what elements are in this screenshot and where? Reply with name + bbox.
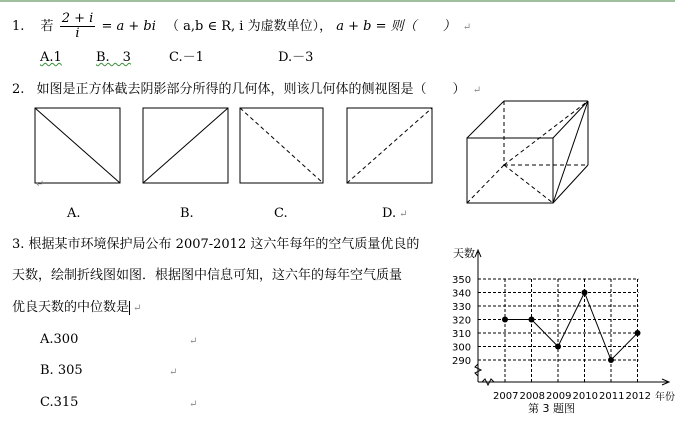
chart-series xyxy=(502,290,641,364)
q2-option-c-figure xyxy=(240,108,323,183)
paragraph-mark: ↵ xyxy=(189,336,198,347)
q2-option-b-figure xyxy=(143,108,228,183)
q3-line-chart xyxy=(440,240,675,422)
text-cursor xyxy=(129,301,130,315)
chart-y-tick-label: 290 xyxy=(452,356,472,367)
chart-y-tick-label: 310 xyxy=(452,329,472,340)
chart-caption: 第 3 题图 xyxy=(528,402,575,415)
q2-number: 2. xyxy=(12,82,25,97)
chart-x-tick-label: 2007 xyxy=(493,391,519,402)
q3-option-a: A.300 xyxy=(40,332,79,347)
q2-cube-figure xyxy=(467,101,588,203)
paragraph-mark: ↵ xyxy=(36,179,45,190)
chart-data-point xyxy=(555,344,561,350)
chart-data-point xyxy=(608,357,614,363)
chart-x-tick-label: 2009 xyxy=(546,391,572,402)
chart-x-axis-label: 年份 xyxy=(655,392,675,403)
q1-fraction-denominator: i xyxy=(75,26,80,41)
q1-option-a: A.1 xyxy=(40,50,62,65)
paragraph-mark: ↵ xyxy=(169,367,178,378)
paragraph-mark: ↵ xyxy=(462,22,472,33)
q1-prefix: 若 xyxy=(40,19,54,34)
chart-y-tick-label: 340 xyxy=(452,288,472,300)
chart-y-tick-label: 350 xyxy=(452,275,472,286)
q2-option-d-text: D. xyxy=(382,206,397,221)
paragraph-mark: ↵ xyxy=(189,399,198,410)
chart-x-tick-label: 2008 xyxy=(519,391,545,402)
q2-option-c-label: C. xyxy=(274,206,288,221)
chart-tick-labels xyxy=(452,275,651,402)
chart-x-tick-label: 2011 xyxy=(599,391,625,402)
chart-y-axis-label: 天数 xyxy=(453,247,475,260)
paragraph-mark: ↵ xyxy=(472,85,482,96)
chart-data-point xyxy=(502,317,508,323)
chart-y-tick-label: 300 xyxy=(452,342,472,354)
q2-option-d-label xyxy=(382,206,407,223)
q2-option-a-figure xyxy=(35,108,120,183)
paragraph-mark: ↵ xyxy=(399,209,408,220)
q2-stem: 如图是正方体截去阴影部分所得的几何体，则该几何体的侧视图是（ ） xyxy=(36,82,466,97)
q3-option-c: C.315 xyxy=(40,395,79,410)
q2-option-b-label: B. xyxy=(180,206,194,221)
q3-stem-line-1: 3. 根据某市环境保护局公布 2007-2012 这六年每年的空气质量优良的 xyxy=(12,237,420,252)
q1-rhs: = a + bi xyxy=(101,19,156,34)
chart-data-point xyxy=(529,317,535,323)
chart-y-tick-label: 320 xyxy=(452,315,472,327)
q1-option-b: B. 3 xyxy=(95,50,131,65)
q2-option-a-label: A. xyxy=(67,206,81,221)
chart-data-point xyxy=(582,290,588,296)
q1-fraction-numerator: 2 + i xyxy=(61,11,94,26)
chart-x-tick-label: 2012 xyxy=(625,391,651,402)
q2-option-d-figure xyxy=(347,108,432,183)
q1-ask: a + b = 则（ ） xyxy=(336,19,456,34)
q1-option-d: D.－3 xyxy=(278,50,314,65)
q1-option-c: C.－1 xyxy=(169,50,204,65)
q3-stem-line-2: 天数，绘制折线图如图．根据图中信息可知，这六年的每年空气质量 xyxy=(12,268,403,283)
q3-option-b: B. 305 xyxy=(40,363,83,378)
q1-number: 1. xyxy=(12,19,25,34)
q1-condition: （ a,b ∈ R, i 为虚数单位）， xyxy=(166,19,333,34)
chart-series-line xyxy=(505,293,638,361)
chart-data-point xyxy=(635,330,641,336)
paragraph-mark: ↵ xyxy=(133,303,142,314)
chart-y-tick-label: 330 xyxy=(452,302,472,313)
chart-x-tick-label: 2010 xyxy=(572,391,598,402)
q3-stem-line-3 xyxy=(12,300,141,317)
q3-stem-line-3-text: 优良天数的中位数是 xyxy=(12,300,130,315)
chart-grid xyxy=(478,279,639,382)
